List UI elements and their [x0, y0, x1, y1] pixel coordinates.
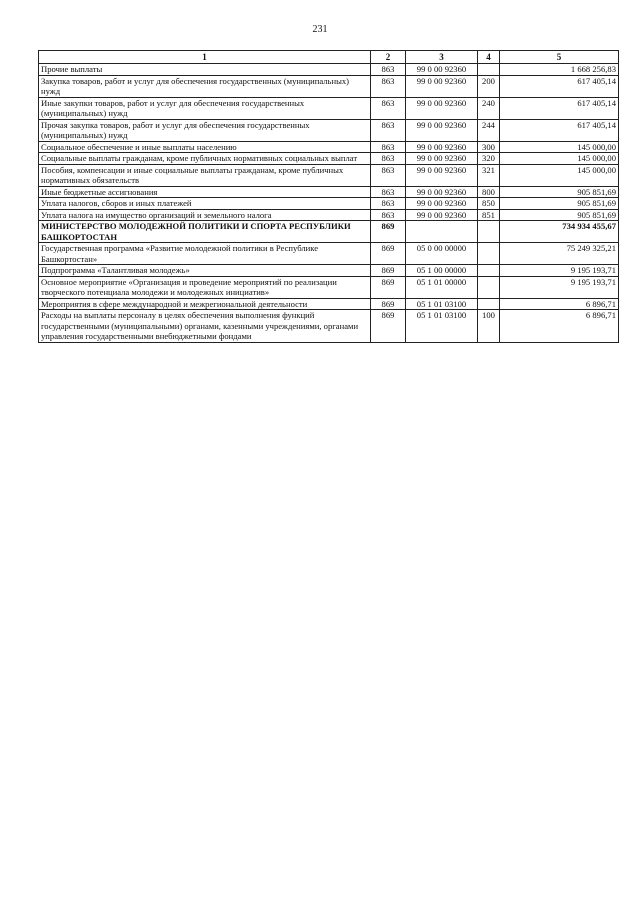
table-row [39, 97, 619, 119]
cell-ministry: 869 [371, 298, 406, 310]
cell-target-code: 05 1 01 00000 [406, 276, 478, 298]
cell-name: Основное мероприятие «Организация и проведение мероприятий по реализации творческого потенциала молодежи и молодежных инициатив» [39, 276, 371, 298]
cell-ministry: 863 [371, 97, 406, 119]
table-row [39, 276, 619, 298]
cell-amount: 145 000,00 [500, 164, 619, 186]
cell-amount: 1 668 256,83 [500, 64, 619, 76]
cell-amount: 617 405,14 [500, 75, 619, 97]
cell-target-code: 05 1 00 00000 [406, 265, 478, 277]
cell-expense-type: 240 [478, 97, 500, 119]
cell-ministry: 863 [371, 164, 406, 186]
table-row [39, 243, 619, 265]
cell-ministry: 869 [371, 221, 406, 243]
cell-ministry: 869 [371, 265, 406, 277]
cell-name: Расходы на выплаты персоналу в целях обеспечения выполнения функций государственными (муниципальными) органами, казенными учреждениями, органами управления государственными внебюджетными фондами [39, 310, 371, 343]
page-number: 231 [312, 24, 328, 35]
cell-expense-type: 321 [478, 164, 500, 186]
cell-expense-type: 244 [478, 119, 500, 141]
table-row [39, 153, 619, 165]
cell-target-code: 05 0 00 00000 [406, 243, 478, 265]
cell-target-code: 99 0 00 92360 [406, 186, 478, 198]
table-row [39, 310, 619, 343]
cell-ministry: 863 [371, 141, 406, 153]
cell-amount: 6 896,71 [500, 310, 619, 343]
cell-name: Социальные выплаты гражданам, кроме публичных нормативных социальных выплат [39, 153, 371, 165]
cell-name: Уплата налогов, сборов и иных платежей [39, 198, 371, 210]
header-cell-amount: 5 [500, 51, 619, 64]
table-row [39, 164, 619, 186]
cell-expense-type: 851 [478, 209, 500, 221]
table-row [39, 75, 619, 97]
cell-ministry: 863 [371, 119, 406, 141]
cell-name: Прочая закупка товаров, работ и услуг для обеспечения государственных (муниципальных) нужд [39, 119, 371, 141]
cell-target-code: 99 0 00 92360 [406, 75, 478, 97]
cell-name: Пособия, компенсации и иные социальные выплаты гражданам, кроме публичных нормативных обязательств [39, 164, 371, 186]
cell-target-code: 99 0 00 92360 [406, 141, 478, 153]
cell-amount: 9 195 193,71 [500, 276, 619, 298]
header-cell-expense-type: 4 [478, 51, 500, 64]
cell-target-code: 05 1 01 03100 [406, 310, 478, 343]
cell-name: Государственная программа «Развитие молодежной политики в Республике Башкортостан» [39, 243, 371, 265]
table-row [39, 119, 619, 141]
cell-expense-type: 200 [478, 75, 500, 97]
table-body [39, 64, 619, 343]
cell-name: Иные бюджетные ассигнования [39, 186, 371, 198]
cell-expense-type [478, 298, 500, 310]
cell-target-code [406, 221, 478, 243]
cell-ministry: 869 [371, 276, 406, 298]
cell-amount: 905 851,69 [500, 186, 619, 198]
cell-expense-type [478, 276, 500, 298]
cell-amount: 617 405,14 [500, 119, 619, 141]
table-row [39, 265, 619, 277]
cell-ministry: 863 [371, 153, 406, 165]
cell-expense-type [478, 265, 500, 277]
cell-target-code: 99 0 00 92360 [406, 64, 478, 76]
cell-name: Социальное обеспечение и иные выплаты населению [39, 141, 371, 153]
cell-amount: 9 195 193,71 [500, 265, 619, 277]
cell-amount: 905 851,69 [500, 198, 619, 210]
cell-amount: 734 934 455,67 [500, 221, 619, 243]
cell-name: Подпрограмма «Талантливая молодежь» [39, 265, 371, 277]
cell-expense-type: 300 [478, 141, 500, 153]
table-row [39, 186, 619, 198]
cell-ministry: 863 [371, 64, 406, 76]
cell-ministry: 863 [371, 198, 406, 210]
cell-target-code: 99 0 00 92360 [406, 153, 478, 165]
cell-expense-type: 850 [478, 198, 500, 210]
table-row [39, 221, 619, 243]
cell-name: Иные закупки товаров, работ и услуг для обеспечения государственных (муниципальных) нужд [39, 97, 371, 119]
cell-target-code: 99 0 00 92360 [406, 164, 478, 186]
header-cell-ministry: 2 [371, 51, 406, 64]
cell-name: Уплата налога на имущество организаций и земельного налога [39, 209, 371, 221]
cell-ministry: 863 [371, 209, 406, 221]
cell-amount: 617 405,14 [500, 97, 619, 119]
cell-ministry: 863 [371, 186, 406, 198]
cell-target-code: 05 1 01 03100 [406, 298, 478, 310]
cell-target-code: 99 0 00 92360 [406, 97, 478, 119]
header-row [39, 51, 619, 64]
cell-expense-type [478, 243, 500, 265]
table-row [39, 198, 619, 210]
cell-amount: 6 896,71 [500, 298, 619, 310]
cell-expense-type: 100 [478, 310, 500, 343]
cell-expense-type [478, 221, 500, 243]
cell-name: МИНИСТЕРСТВО МОЛОДЕЖНОЙ ПОЛИТИКИ И СПОРТА РЕСПУБЛИКИ БАШКОРТОСТАН [39, 221, 371, 243]
cell-ministry: 869 [371, 243, 406, 265]
cell-name: Прочие выплаты [39, 64, 371, 76]
cell-expense-type: 800 [478, 186, 500, 198]
cell-amount: 905 851,69 [500, 209, 619, 221]
budget-table [38, 50, 619, 343]
cell-ministry: 863 [371, 75, 406, 97]
table-row [39, 64, 619, 76]
cell-amount: 145 000,00 [500, 141, 619, 153]
cell-target-code: 99 0 00 92360 [406, 119, 478, 141]
cell-name: Мероприятия в сфере международной и межрегиональной деятельности [39, 298, 371, 310]
cell-expense-type [478, 64, 500, 76]
table-row [39, 298, 619, 310]
cell-expense-type: 320 [478, 153, 500, 165]
table-row [39, 141, 619, 153]
cell-name: Закупка товаров, работ и услуг для обеспечения государственных (муниципальных) нужд [39, 75, 371, 97]
header-cell-name: 1 [39, 51, 371, 64]
cell-ministry: 869 [371, 310, 406, 343]
cell-target-code: 99 0 00 92360 [406, 198, 478, 210]
header-cell-target-code: 3 [406, 51, 478, 64]
table-row [39, 209, 619, 221]
cell-amount: 145 000,00 [500, 153, 619, 165]
cell-target-code: 99 0 00 92360 [406, 209, 478, 221]
cell-amount: 75 249 325,21 [500, 243, 619, 265]
